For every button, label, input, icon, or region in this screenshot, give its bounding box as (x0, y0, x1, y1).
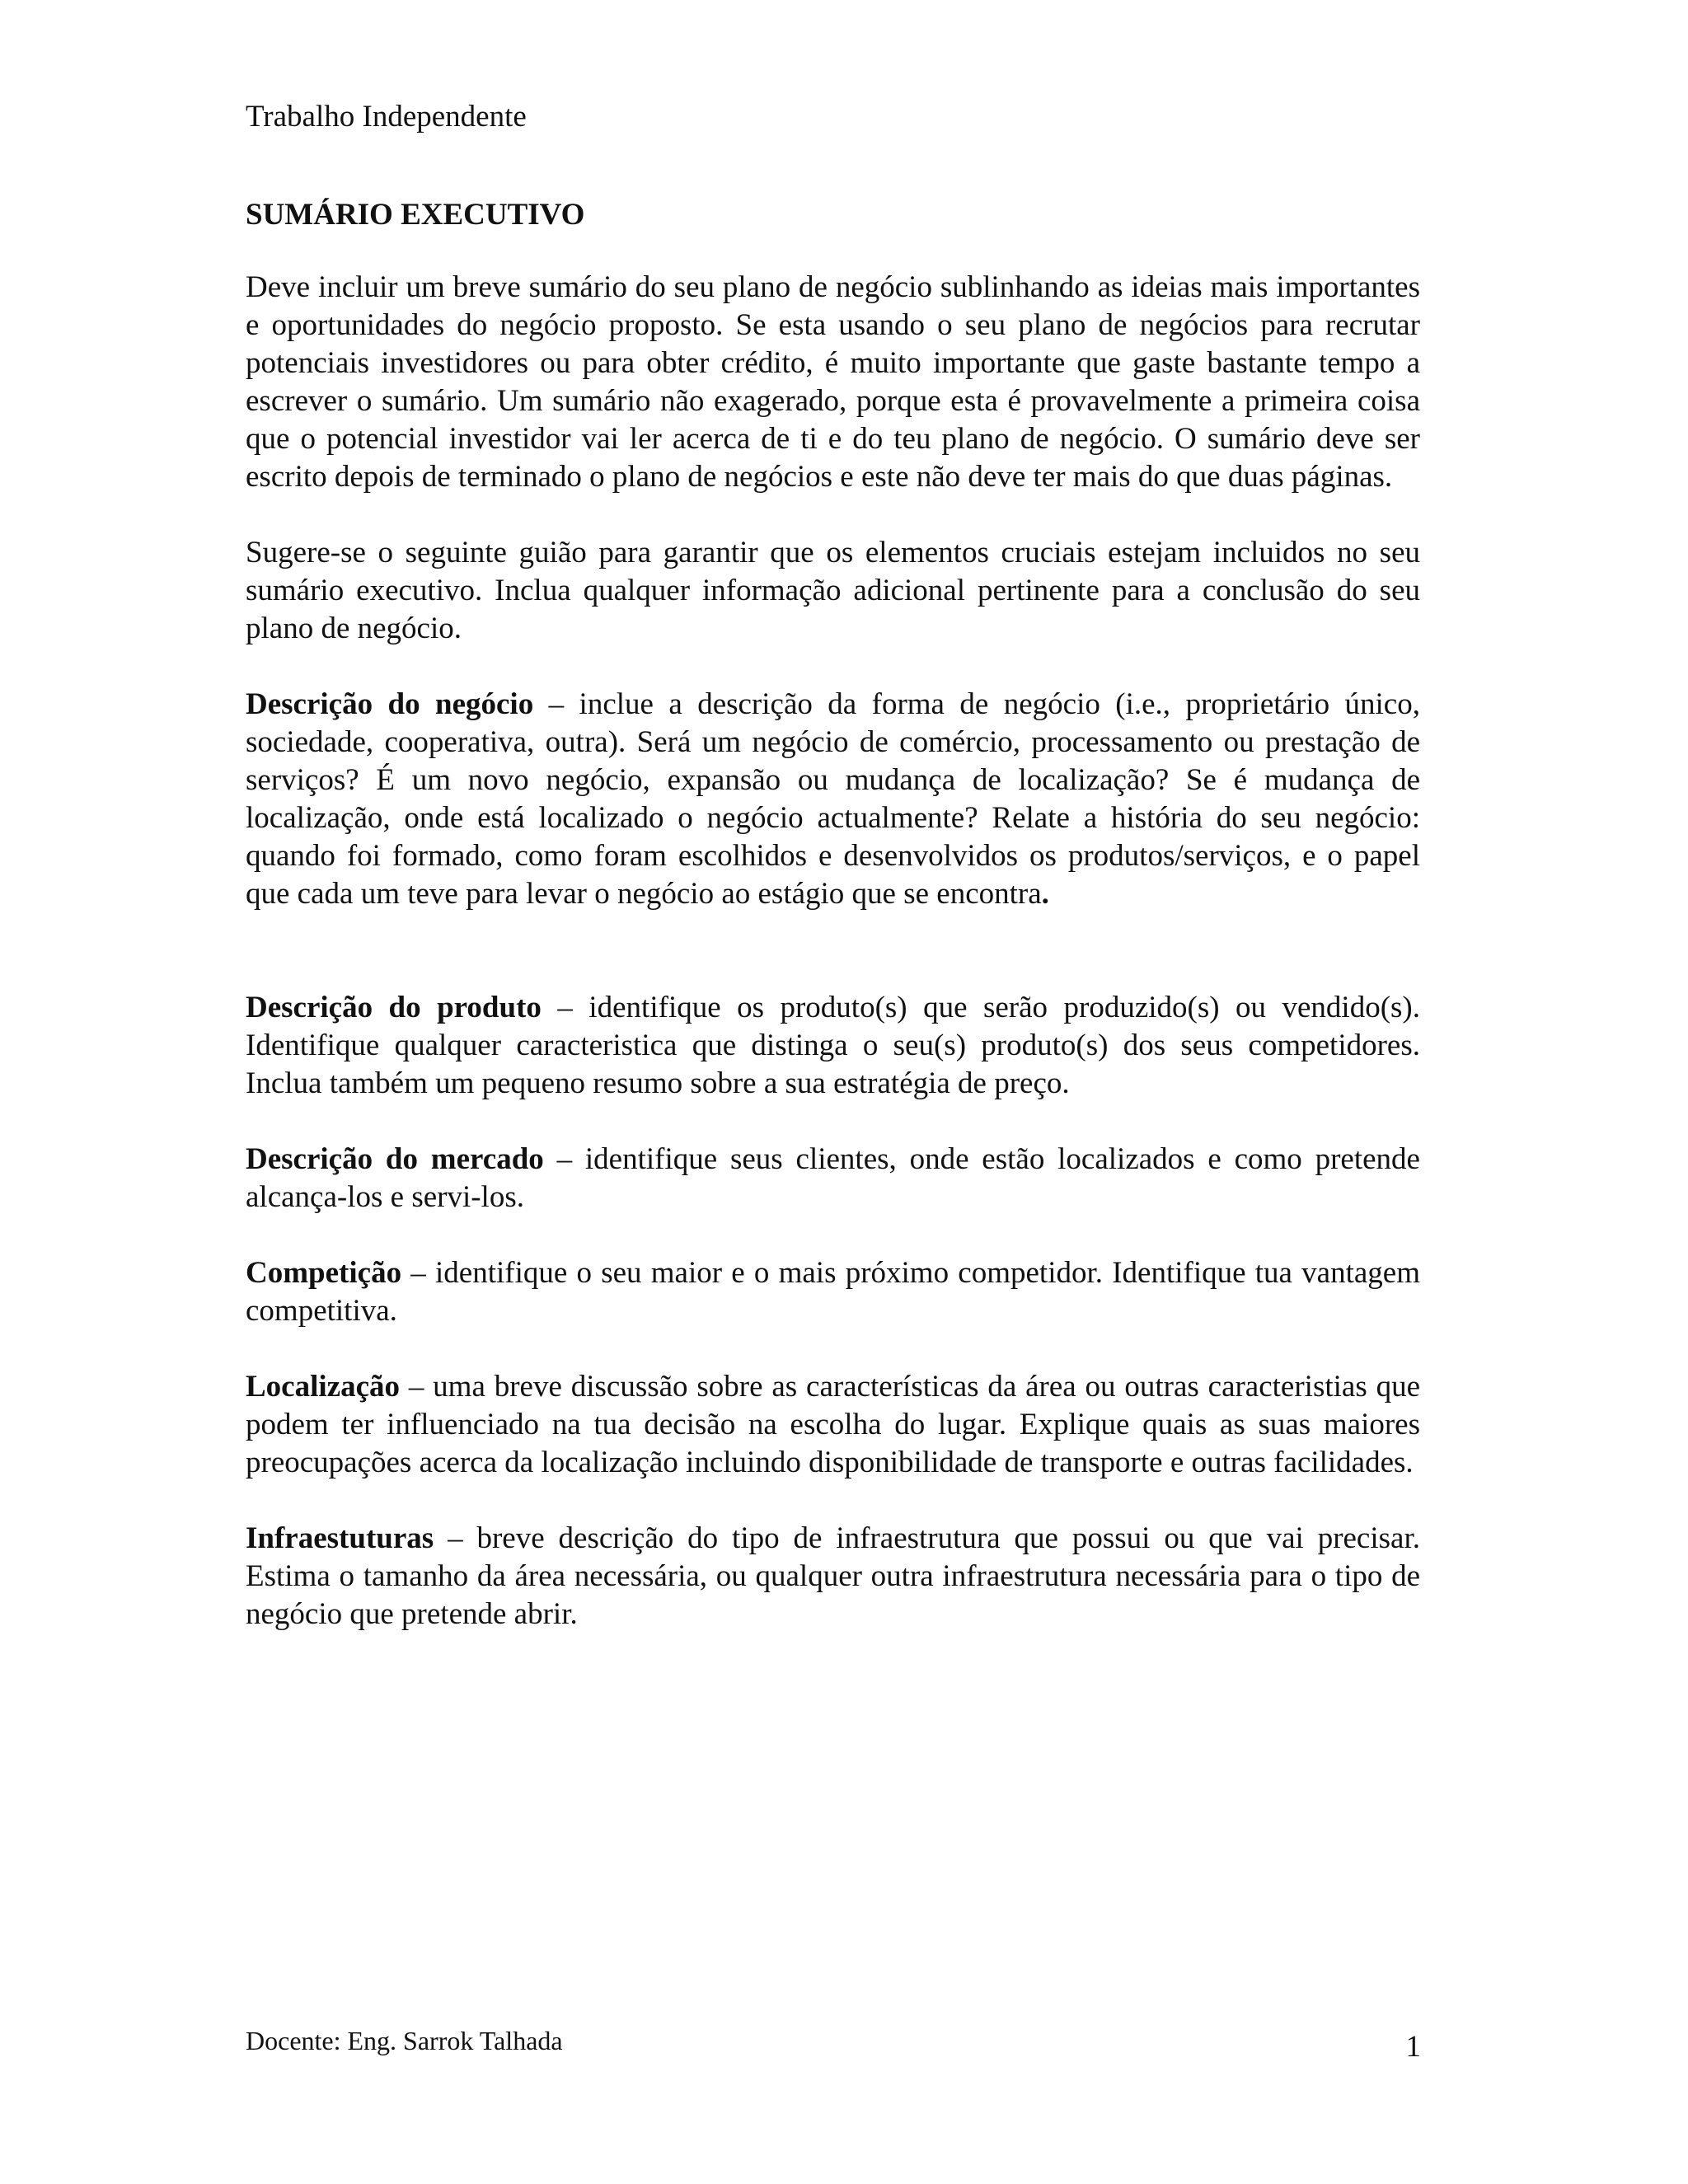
business-description-paragraph (246, 686, 1420, 913)
footer-teacher: Docente: Eng. Sarrok Talhada (246, 2026, 563, 2055)
infrastructure-text: – breve descrição do tipo de infraestrutura que possui ou que vai precisar. Estima o tamanho da área necessária, ou qualquer outra infraestrutura necessária para o tipo de negócio que pretende abrir. (246, 1521, 1420, 1631)
product-description-text: – identifique os produto(s) que serão produzido(s) ou vendido(s). Identifique qualquer caracteristica que distinga o seu(s) produto(s) dos seus competidores. Inclua também um pequeno resumo sobre a sua estratégia de preço. (246, 991, 1421, 1100)
business-description-text: – inclue a descrição da forma de negócio (i.e., proprietário único, sociedade, cooperativa, outra). Será um negócio de comércio, processamento ou prestação de serviços? É um novo negócio, expansão ou mudança de localização? Se é mudança de localização, onde está localizado o negócio actualmente? Relate a história do seu negócio: quando foi formado, como foram escolhidos e desenvolvidos os produtos/serviços, e o papel que cada um teve para levar o negócio ao estágio que se encontra (246, 687, 1420, 911)
location-term: Localização (246, 1370, 401, 1404)
page-header: Trabalho Independente (246, 100, 527, 134)
location-text: – uma breve discussão sobre as características da área ou outras caracteristias que podem ter influenciado na tua decisão na escolha do lugar. Explique quais as suas maiores preocupações acerca da localização incluindo disponibilidade de transporte e outras facilidades. (246, 1370, 1420, 1479)
competition-text: – identifique o seu maior e o mais próximo competidor. Identifique tua vantagem competitiva. (246, 1256, 1420, 1328)
section-title: SUMÁRIO EXECUTIVO (246, 198, 585, 232)
intro-paragraph: Deve incluir um breve sumário do seu plano de negócio sublinhando as ideias mais importantes e oportunidades do negócio proposto. Se esta usando o seu plano de negócios para recrutar potenciais investidores ou para obter crédito, é muito importante que gaste bastante tempo a escrever o sumário. Um sumário não exagerado, porque esta é provavelmente a primeira coisa que o potencial investidor vai ler acerca de ti e do teu plano de negócio. O sumário deve ser escrito depois de terminado o plano de negócios e este não deve ter mais do que duas páginas. (246, 270, 1420, 494)
infrastructure-term: Infraestuturas (246, 1521, 434, 1555)
market-description-term: Descrição do mercado (246, 1142, 544, 1176)
business-description-end: . (1041, 877, 1049, 911)
infrastructure-paragraph (246, 1520, 1420, 1633)
page-number: 1 (1405, 2030, 1421, 2064)
product-description-term: Descrição do produto (246, 991, 542, 1024)
competition-paragraph (246, 1254, 1420, 1330)
market-description-text: – identifique seus clientes, onde estão localizados e como pretende alcança-los e servi-los. (246, 1142, 1420, 1214)
business-description-term: Descrição do negócio (246, 687, 534, 721)
competition-term: Competição (246, 1256, 402, 1290)
location-paragraph (246, 1368, 1420, 1482)
market-description-paragraph (246, 1141, 1420, 1216)
product-description-paragraph (246, 989, 1420, 1103)
guide-paragraph: Sugere-se o seguinte guião para garantir que os elementos cruciais estejam incluidos no seu sumário executivo. Inclua qualquer informação adicional pertinente para a conclusão do seu plano de negócio. (246, 536, 1420, 645)
document-body (246, 196, 1420, 1671)
